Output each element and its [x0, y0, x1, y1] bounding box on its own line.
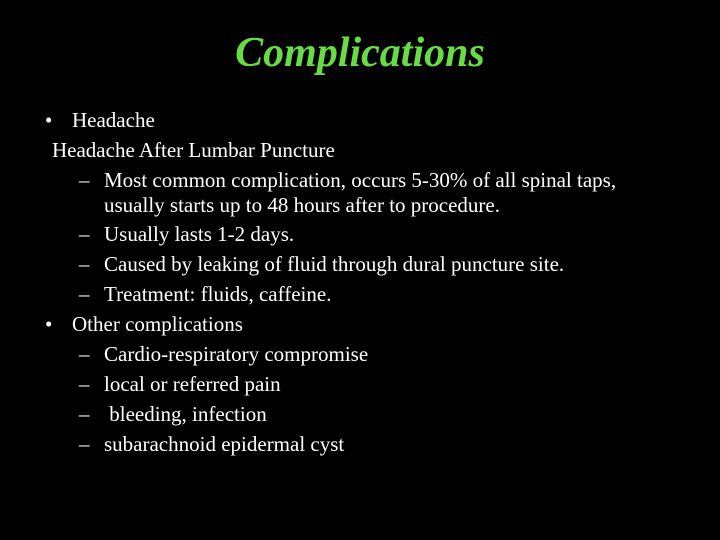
sub-item-text: subarachnoid epidermal cyst	[104, 432, 345, 456]
sub-item	[0, 339, 720, 369]
subheading-line	[0, 135, 720, 165]
bullet-text: Headache	[72, 108, 155, 132]
sub-item	[0, 279, 720, 309]
sub-item-text: bleeding, infection	[104, 402, 267, 426]
dash-marker: –	[79, 168, 90, 192]
bullet-marker: •	[45, 312, 53, 336]
subheading-text: Headache After Lumbar Puncture	[52, 138, 335, 162]
dash-marker: –	[79, 282, 90, 306]
slide-title: Complications	[235, 30, 485, 76]
sub-item	[0, 429, 720, 459]
sub-item-text: Treatment: fluids, caffeine.	[104, 282, 332, 306]
bullet-marker: •	[45, 108, 53, 132]
dash-marker: –	[79, 432, 90, 456]
dash-marker: –	[79, 222, 90, 246]
dash-marker: –	[79, 252, 90, 276]
sub-item-text: Caused by leaking of fluid through dural puncture site.	[104, 252, 565, 276]
sub-item-text: Usually lasts 1-2 days.	[104, 222, 295, 246]
sub-item-text: Cardio-respiratory compromise	[104, 342, 369, 366]
sub-item	[0, 219, 720, 249]
sub-item	[0, 399, 720, 429]
bullet-item-other-complications	[0, 309, 720, 339]
dash-marker: –	[79, 372, 90, 396]
bullet-text: Other complications	[72, 312, 243, 336]
sub-item-text: Most common complication, occurs 5-30% of all spinal taps, usually starts up to 48 hours after to procedure.	[104, 168, 617, 217]
sub-item	[0, 165, 720, 219]
sub-item	[0, 369, 720, 399]
dash-marker: –	[79, 342, 90, 366]
slide-content	[0, 105, 720, 459]
dash-marker: –	[79, 402, 90, 426]
sub-item-text: local or referred pain	[104, 372, 281, 396]
sub-item	[0, 249, 720, 279]
bullet-item-headache	[0, 105, 720, 135]
